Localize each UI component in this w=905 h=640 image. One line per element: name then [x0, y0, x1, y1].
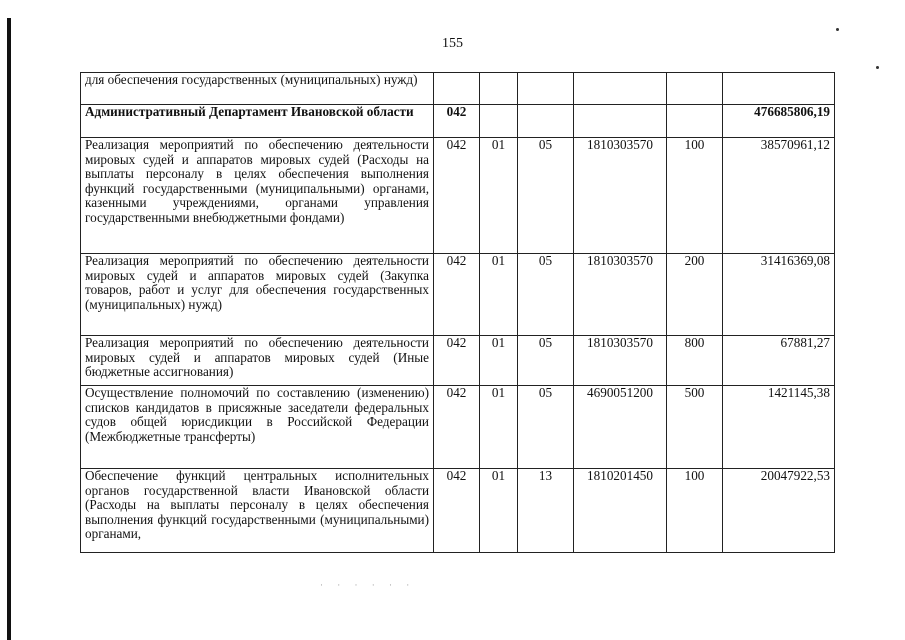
scan-noise: · · · · · ·: [320, 580, 416, 590]
row-description: Реализация мероприятий по обеспечению деятельности мировых судей и аппаратов мировых судей (Расходы на выплаты персоналу в целях обеспечения выполнения функций государственными (муниципальными) органами, казенными учреждениями, органами управления государственными внебюджетными фондами): [81, 138, 434, 254]
subsection-code-cell: 13: [518, 469, 574, 553]
target-article-cell: 1810303570: [574, 336, 667, 386]
table-row: [81, 138, 835, 254]
amount-cell: 67881,27: [723, 336, 835, 386]
row-description: Обеспечение функций центральных исполнительных органов государственной власти Ивановской области (Расходы на выплаты персоналу в целях обеспечения выполнения функций государственными (муниципальными) органами,: [81, 469, 434, 553]
row-description: Реализация мероприятий по обеспечению деятельности мировых судей и аппаратов мировых судей (Закупка товаров, работ и услуг для обеспечения государственных (муниципальных) нужд): [81, 254, 434, 336]
amount-cell: 1421145,38: [723, 386, 835, 469]
row-description: Осуществление полномочий по составлению (изменению) списков кандидатов в присяжные заседатели федеральных судов общей юрисдикции в Российской Федерации (Межбюджетные трансферты): [81, 386, 434, 469]
ministry-code-cell: 042: [434, 469, 480, 553]
expense-type-cell: 200: [667, 254, 723, 336]
section-code-cell: [480, 73, 518, 105]
target-article-cell: 1810201450: [574, 469, 667, 553]
target-article-cell: 4690051200: [574, 386, 667, 469]
subsection-code-cell: 05: [518, 138, 574, 254]
section-code-cell: 01: [480, 386, 518, 469]
row-description: для обеспечения государственных (муниципальных) нужд): [81, 73, 434, 105]
subsection-code-cell: 05: [518, 336, 574, 386]
expense-type-cell: 800: [667, 336, 723, 386]
subsection-code-cell: [518, 73, 574, 105]
ministry-code-cell: 042: [434, 105, 480, 138]
ministry-code-cell: 042: [434, 138, 480, 254]
section-code-cell: 01: [480, 336, 518, 386]
scan-speck: [836, 28, 839, 31]
target-article-cell: 1810303570: [574, 254, 667, 336]
ministry-code-cell: 042: [434, 336, 480, 386]
table-row: [81, 469, 835, 553]
ministry-code-cell: 042: [434, 254, 480, 336]
table-row: [81, 336, 835, 386]
section-code-cell: 01: [480, 469, 518, 553]
amount-cell: [723, 73, 835, 105]
table-row: [81, 73, 835, 105]
page-number: 155: [442, 36, 463, 51]
expense-type-cell: 500: [667, 386, 723, 469]
target-article-cell: 1810303570: [574, 138, 667, 254]
table-row: [81, 105, 835, 138]
subsection-code-cell: [518, 105, 574, 138]
target-article-cell: [574, 105, 667, 138]
scan-speck: [876, 66, 879, 69]
expense-type-cell: 100: [667, 469, 723, 553]
ministry-code-cell: [434, 73, 480, 105]
table-row: [81, 254, 835, 336]
budget-table: [80, 72, 835, 553]
table-row: [81, 386, 835, 469]
amount-cell: 20047922,53: [723, 469, 835, 553]
amount-cell: 38570961,12: [723, 138, 835, 254]
section-code-cell: 01: [480, 254, 518, 336]
subsection-code-cell: 05: [518, 254, 574, 336]
ministry-code-cell: 042: [434, 386, 480, 469]
section-code-cell: [480, 105, 518, 138]
expense-type-cell: 100: [667, 138, 723, 254]
section-code-cell: 01: [480, 138, 518, 254]
subsection-code-cell: 05: [518, 386, 574, 469]
target-article-cell: [574, 73, 667, 105]
amount-cell: 476685806,19: [723, 105, 835, 138]
expense-type-cell: [667, 105, 723, 138]
row-description: Реализация мероприятий по обеспечению деятельности мировых судей и аппаратов мировых судей (Иные бюджетные ассигнования): [81, 336, 434, 386]
row-description: Административный Департамент Ивановской области: [81, 105, 434, 138]
scan-edge-line: [7, 18, 11, 640]
amount-cell: 31416369,08: [723, 254, 835, 336]
expense-type-cell: [667, 73, 723, 105]
